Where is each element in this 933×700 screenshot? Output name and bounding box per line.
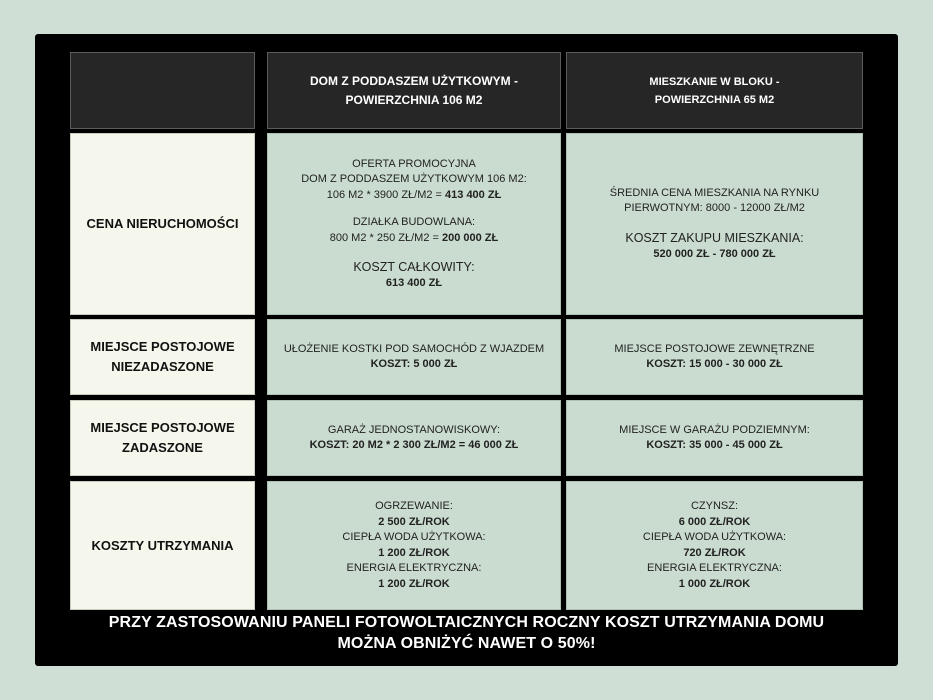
parking-open-flat-cell — [566, 319, 863, 395]
parking-covered-house-desc: GARAŻ JEDNOSTANOWISKOWY: — [327, 423, 501, 436]
price-total-label: KOSZT CAŁKOWITY: — [353, 260, 475, 274]
price-flat-line-1: ŚREDNIA CENA MIESZKANIA NA RYNKU — [609, 186, 820, 199]
footer-note — [35, 612, 898, 654]
upkeep-house-heating-label: OGRZEWANIE: — [375, 500, 453, 512]
row-label-parking-covered-line-2: ZADASZONE — [122, 440, 203, 455]
price-flat-line-2: PIERWOTNYM: 8000 - 12000 ZŁ/M2 — [624, 202, 805, 215]
header-empty-cell — [70, 52, 255, 129]
price-plot-line-1: DZIAŁKA BUDOWLANA: — [352, 216, 476, 228]
header-house-line-1: DOM Z PODDASZEM UŻYTKOWYM - — [310, 73, 518, 88]
row-label-parking-open-line-1: MIEJSCE POSTOJOWE — [90, 339, 235, 354]
price-house-cell — [267, 133, 561, 315]
upkeep-flat-water-label: CIEPŁA WODA UŻYTKOWA: — [642, 531, 787, 543]
header-flat — [566, 52, 863, 129]
upkeep-flat-power-value: 1 000 ZŁ/ROK — [678, 577, 751, 590]
row-label-upkeep — [70, 481, 255, 610]
upkeep-house-power-value: 1 200 ZŁ/ROK — [378, 577, 450, 590]
footer-line-2: MOŻNA OBNIŻYĆ NAWET O 50%! — [337, 635, 596, 652]
row-label-upkeep-text: KOSZTY UTRZYMANIA — [91, 537, 234, 553]
upkeep-house-heating-value: 2 500 ZŁ/ROK — [378, 515, 450, 528]
parking-covered-flat-cost: KOSZT: 35 000 - 45 000 ZŁ — [646, 439, 783, 451]
parking-open-house-cell — [267, 319, 561, 395]
header-flat-line-1: MIESZKANIE W BLOKU - — [649, 75, 780, 88]
upkeep-house-water-label: CIEPŁA WODA UŻYTKOWA: — [342, 531, 486, 543]
row-label-parking-open-line-2: NIEZADASZONE — [111, 359, 214, 374]
upkeep-house-cell — [267, 481, 561, 610]
parking-covered-flat-desc: MIEJSCE W GARAŻU PODZIEMNYM: — [619, 423, 810, 436]
parking-open-flat-cost: KOSZT: 15 000 - 30 000 ZŁ — [646, 358, 783, 370]
parking-open-house-desc: UŁOŻENIE KOSTKI POD SAMOCHÓD Z WJAZDEM — [283, 342, 545, 355]
row-label-price — [70, 133, 255, 315]
price-plot-total: 200 000 ZŁ — [441, 231, 499, 244]
header-house-line-2: POWIERZCHNIA 106 M2 — [345, 92, 483, 107]
price-flat-cost-value: 520 000 ZŁ - 780 000 ZŁ — [653, 247, 776, 260]
upkeep-flat-power-label: ENERGIA ELEKTRYCZNA: — [647, 562, 782, 574]
price-flat-cost-label: KOSZT ZAKUPU MIESZKANIA: — [625, 230, 804, 245]
price-house-calc: 106 M2 * 3900 ZŁ/M2 = — [326, 188, 446, 201]
price-flat-cell — [566, 133, 863, 315]
header-flat-line-2: POWIERZCHNIA 65 M2 — [654, 93, 775, 106]
row-label-parking-covered — [70, 400, 255, 476]
upkeep-flat-rent-value: 6 000 ZŁ/ROK — [678, 515, 751, 528]
price-house-line-3 — [327, 188, 502, 204]
price-plot-line-2 — [330, 231, 498, 247]
row-label-price-text: CENA NIERUCHOMOŚCI — [86, 216, 239, 231]
footer-line-1: PRZY ZASTOSOWANIU PANELI FOTOWOLTAICZNYCH ROCZNY KOSZT UTRZYMANIA DOMU — [108, 614, 825, 631]
upkeep-flat-rent-label: CZYNSZ: — [690, 500, 739, 512]
header-house — [267, 52, 561, 129]
price-total-value: 613 400 ZŁ — [385, 277, 443, 289]
parking-open-house-cost: KOSZT: 5 000 ZŁ — [370, 358, 458, 370]
parking-covered-house-cell — [267, 400, 561, 476]
upkeep-house-power-label: ENERGIA ELEKTRYCZNA: — [346, 562, 482, 574]
parking-covered-house-cost: KOSZT: 20 M2 * 2 300 ZŁ/M2 = 46 000 ZŁ — [309, 439, 519, 451]
row-label-parking-open — [70, 319, 255, 395]
price-house-line-2: DOM Z PODDASZEM UŻYTKOWYM 106 M2: — [301, 173, 527, 185]
parking-covered-flat-cell — [566, 400, 863, 476]
upkeep-flat-cell — [566, 481, 863, 610]
parking-open-flat-desc: MIEJSCE POSTOJOWE ZEWNĘTRZNE — [614, 342, 815, 355]
upkeep-flat-water-value: 720 ZŁ/ROK — [683, 546, 746, 559]
price-house-line-1: OFERTA PROMOCYJNA — [352, 157, 476, 170]
price-house-total: 413 400 ZŁ — [445, 188, 502, 201]
price-plot-calc: 800 M2 * 250 ZŁ/M2 = — [329, 231, 442, 244]
upkeep-house-water-value: 1 200 ZŁ/ROK — [378, 546, 450, 559]
row-label-parking-covered-line-1: MIEJSCE POSTOJOWE — [90, 420, 235, 435]
